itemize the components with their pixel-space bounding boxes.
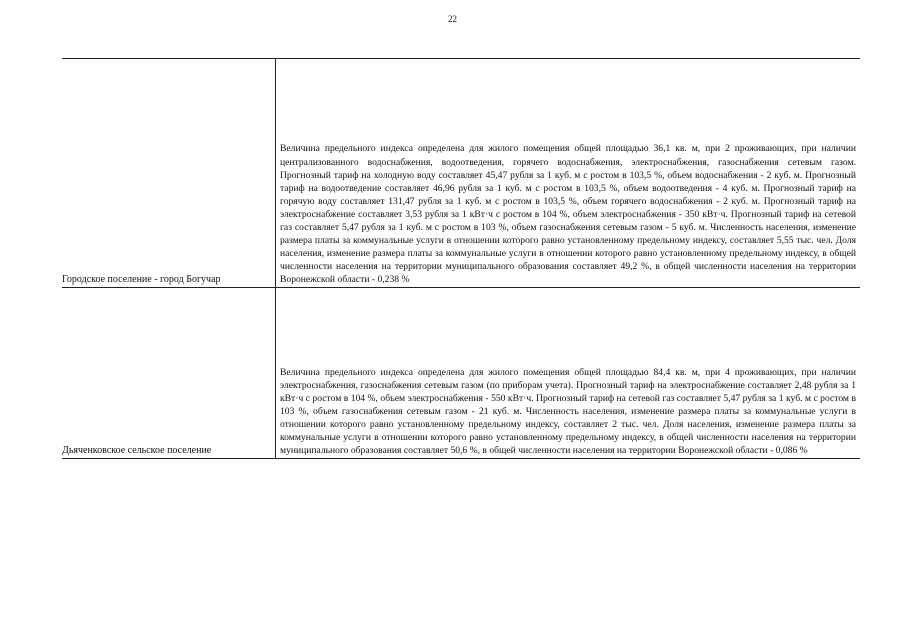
index-description: Величина предельного индекса определена для жилого помещения общей площадью 84,4 кв. м, при 4 проживающих, при наличии электроснабжения, газоснабжения сетевым газом (по приборам учета). Прогнозный тариф на электроснабжение составляет 2,48 рубля за 1 кВт·ч с ростом в 104 %, объем электроснабжения - 550 кВт·ч. Прогнозный тариф на сетевой газ составляет 5,47 рубля за 1 куб. м с ростом в 103 %, объем газоснабжения сетевым газом - 21 куб. м. Численность населения, изменение размера платы за коммунальные услуги в отношении которого равно установленному предельному индексу, составляет 2 тыс. чел. Доля населения, изменение размера платы за коммунальные услуги в отношении которого равно установленному предельному индексу, в общей численности населения на территории муниципального образования составляет 50,6 %, в общей численности населения на территории Воронежской области - 0,086 % bbox=[280, 366, 856, 456]
page-number: 22 bbox=[448, 14, 457, 24]
description-cell bbox=[276, 59, 860, 287]
table-row bbox=[62, 288, 860, 459]
municipality-name-cell bbox=[62, 288, 276, 458]
table-row bbox=[62, 59, 860, 288]
municipality-name: Дьяченковское сельское поселение bbox=[62, 445, 212, 456]
municipality-name: Городское поселение - город Богучар bbox=[62, 274, 221, 285]
municipality-name-cell bbox=[62, 59, 276, 287]
description-cell bbox=[276, 288, 860, 458]
index-description: Величина предельного индекса определена для жилого помещения общей площадью 36,1 кв. м, при 2 проживающих, при наличии централизованного водоснабжения, водоотведения, горячего водоснабжения, электроснабжения, газоснабжения сетевым газом. Прогнозный тариф на холодную воду составляет 45,47 рубля за 1 куб. м с ростом в 103,5 %, объем водоснабжения - 2 куб. м. Прогнозный тариф на водоотведение составляет 46,96 рубля за 1 куб. м с ростом в 103,5 %, объем водоотведения - 4 куб. м. Прогнозный тариф на горячую воду составляет 131,47 рубля за 1 куб. м с ростом в 103,5 %, объем горячего водоснабжения - 2 куб. м. Прогнозный тариф на электроснабжение составляет 3,53 рубля за 1 кВт·ч с ростом в 104 %, объем электроснабжения - 350 кВт·ч. Прогнозный тариф на сетевой газ составляет 5,47 рубля за 1 куб. м с ростом в 103 %, объем газоснабжения сетевым газом - 5 куб. м. Численность населения, изменение размера платы за коммунальные услуги в отношении которого равно установленному предельному индексу, составляет 5,55 тыс. чел. Доля населения, изменение размера платы за коммунальные услуги в отношении которого равно установленному предельному индексу, в общей численности населения на территории муниципального образования составляет 49,2 %, в общей численности населения на территории Воронежской области - 0,238 % bbox=[280, 143, 856, 285]
tariff-index-table bbox=[62, 58, 860, 459]
